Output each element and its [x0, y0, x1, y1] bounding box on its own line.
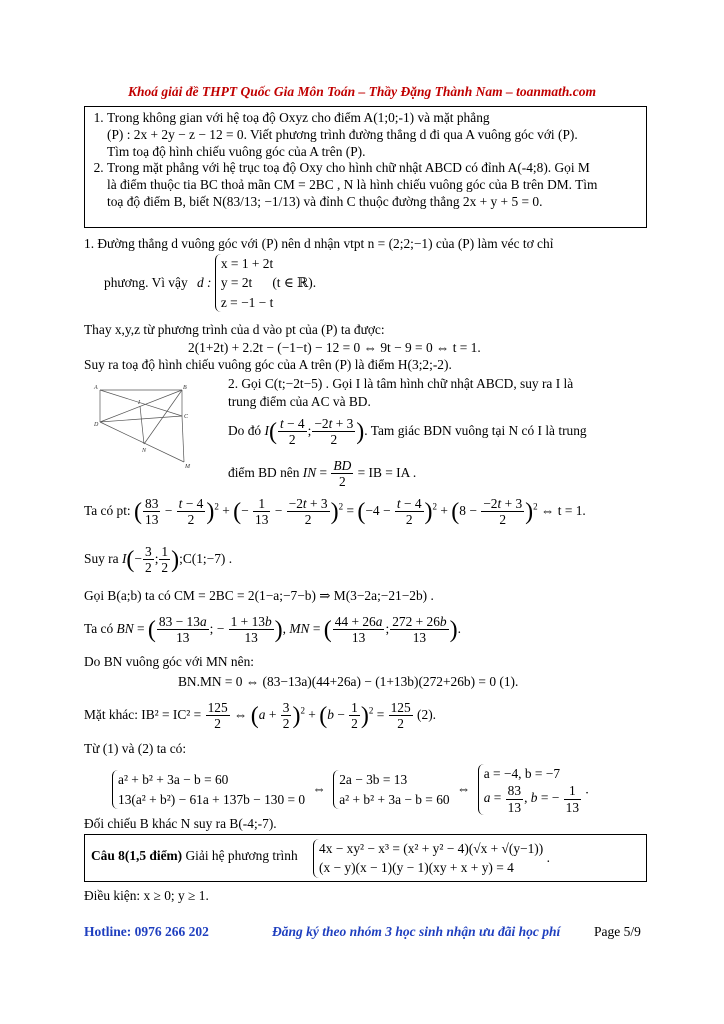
footer-promo: Đăng ký theo nhóm 3 học sinh nhận ưu đãi học phí [272, 924, 561, 939]
sol2-tamgiac: . Tam giác BDN vuông tại N có I là trung [364, 422, 587, 438]
sol2-c-point: ;C(1;−7) . [179, 550, 233, 566]
problem-1-line-2: (P) : 2x + 2y − z − 12 = 0. Viết phương trình đường thẳng d đi qua A vuông góc với (P). [107, 126, 578, 142]
rectangle-figure [92, 380, 202, 472]
sol2-s3-eq1: a = −4, b = −7 [483, 766, 561, 781]
sol2-pt-label: Ta có pt: [84, 502, 131, 518]
svg-text:B: B [183, 385, 187, 391]
sol1-line-5: Suy ra toạ độ hình chiếu vuông góc của A trên (P) là điểm H(3;2;-2). [84, 357, 452, 372]
q8-system [313, 839, 543, 878]
sol2-s1-eq1: a² + b² + 3a − b = 60 [118, 772, 229, 788]
sol2-s2-eq1: 2a − 3b = 13 [339, 772, 408, 788]
sol1-eq-y: y = 2t (t ∈ ℝ). [220, 275, 317, 291]
sol2-doda: Do đó [228, 422, 262, 438]
sol2-pt: Ta có pt: ( $\frac{83}{13}$ − $\frac{t - 4}{2}$ )$^2$ + (− $\frac{1}{13}$ − $\frac{-2t + 3}{2}$ )$^2$ = (−4 − $\frac{t - 4}{2}$ )$^2$ + (8 − $\frac{-2t + 3}{2}$ )$^2$ ⇔ t = 1. [84, 496, 586, 528]
sol2-doi-chieu: Đối chiếu B khác N suy ra B(-4;-7). [84, 816, 277, 831]
sol2-mat-khac: Mặt khác: IB² = IC² = $\frac{125}{2}$ ⇔ (a + $\frac{3}{2}$ )$^2$ + (b − $\frac{1}{2}$ )$^2$ = $\frac{125}{2}$ (2). [84, 700, 437, 732]
svg-text:D: D [94, 422, 99, 428]
problem-1-line-1: 1. Trong không gian với hệ toạ độ Oxyz cho điểm A(1;0;-1) và mặt phẳng [107, 110, 490, 125]
svg-text:M: M [185, 464, 190, 470]
problem-2 [107, 160, 640, 210]
sol1-line-1: 1. Đường thẳng d vuông góc với (P) nên d nhận vtpt n = (2;2;−1) của (P) làm véc tơ chỉ [84, 236, 554, 251]
sol2-do-bn: Do BN vuông góc với MN nên: [84, 654, 254, 669]
footer-page-number: Page 5/9 [594, 924, 641, 939]
footer-hotline: Hotline: 0976 266 202 [84, 924, 209, 939]
sol2-taco-label: Ta có [84, 620, 114, 636]
q8-eq2: (x − y)(x − 1)(y − 1)(xy + x + y) = 4 [319, 860, 514, 876]
q8-text: Giải hệ phương trình [185, 848, 298, 863]
sol1-line-4: 2(1+2t) + 2.2t − (−1−t) − 12 = 0 ⇔ 9t − 9 = 0 ⇔ t = 1. [188, 340, 481, 355]
sol1-eq-x: x = 1 + 2t [220, 256, 274, 271]
sol2-line-1: 2. Gọi C(t;−2t−5) . Gọi I là tâm hình chữ nhật ABCD, suy ra I là [228, 376, 574, 391]
dieu-kien: Điều kiện: x ≥ 0; y ≥ 1. [84, 888, 209, 903]
problem-2-line-2: là điểm thuộc tia BC thoả mãn CM = 2BC , N là hình chiếu vuông góc của B trên DM. Tìm [107, 177, 598, 192]
sol2-system-1 [112, 770, 305, 809]
sol2-diem: điểm BD nên [228, 464, 300, 480]
svg-text:C: C [184, 414, 189, 420]
sol1-system [215, 254, 316, 312]
sol2-line-3: Do đó I( $\frac{t - 4}{2}$ ; $\frac{-2t + 3}{2}$ ). Tam giác BDN vuông tại N có I là trung [228, 416, 587, 448]
sol1-line-3: Thay x,y,z từ phương trình của d vào pt của (P) ta được: [84, 322, 385, 337]
problem-2-line-3: toạ độ điểm B, biết N(83/13; −1/13) và đỉnh C thuộc đường thẳng 2x + y + 5 = 0. [107, 193, 543, 209]
sol2-s1-eq2: 13(a² + b²) − 61a + 137b − 130 = 0 [118, 791, 306, 807]
sol2-dot-product: BN.MN = 0 ⇔ (83−13a)(44+26a) − (1+13b)(272+26b) = 0 (1). [178, 674, 519, 689]
q8-label: Câu 8(1,5 điểm) [91, 848, 183, 863]
sol2-suy: Suy ra I(− $\frac{3}{2}$ ; $\frac{1}{2}$ );C(1;−7) . [84, 544, 233, 576]
sol1-param-block: phương. Vì vậy d : x = 1 + 2t y = 2t (t ∈ ℝ). z = −1 − t [104, 254, 316, 312]
svg-text:A: A [94, 385, 98, 391]
sol2-line-4: điểm BD nên IN = $\frac{BD}{2}$ = IB = IA . [228, 458, 417, 490]
sol2-in-eq: = IB = IA . [357, 464, 417, 480]
sol2-tu: Từ (1) và (2) ta có: [84, 741, 187, 756]
sol2-systems: a² + b² + 3a − b = 60 13(a² + b²) − 61a + 137b − 130 = 0 ⇔ 2a − 3b = 13 a² + b² + 3a − b = 60 ⇔ a = −4, b = −7 a = $\frac{83}{13}$ , b = − $\frac{1}{13}$ . [112, 764, 589, 815]
svg-text:N: N [142, 448, 147, 454]
problem-1 [107, 110, 640, 160]
sol1-phuong: phương. Vì vậy [104, 274, 188, 290]
sol1-eq-z: z = −1 − t [220, 294, 274, 310]
sol2-eq2-tag: (2). [417, 706, 437, 722]
problem-box [84, 106, 647, 228]
question-8-box: Câu 8(1,5 điểm) Giải hệ phương trình 4x − xy² − x³ = (x² + y² − 4)(√x + √(y−1)) (x − y)(x − 1)(y − 1)(xy + x + y) = 4 . [84, 834, 647, 882]
sol2-system-3: a = −4, b = −7 a = $\frac{83}{13}$ , b = − $\frac{1}{13}$ [478, 764, 582, 815]
svg-text:I: I [138, 400, 140, 406]
sol2-suy-label: Suy ra [84, 550, 119, 566]
sol2-line-2: trung điểm của AC và BD. [228, 394, 371, 409]
problem-2-line-1: 2. Trong mặt phẳng với hệ trục toạ độ Oxy cho hình chữ nhật ABCD có đỉnh A(-4;8). Gọi M [107, 160, 590, 176]
sol2-system-2 [333, 770, 449, 809]
sol2-taco: Ta có BN = ( $\frac{83 - 13a}{13}$ ; − $\frac{1 + 13b}{13}$ ), MN = ( $\frac{44 + 26a}{13}$ ; $\frac{272 + 26b}{13}$ ). [84, 614, 461, 646]
sol2-mat-label: Mặt khác: IB² = IC² = [84, 706, 202, 722]
sol2-s2-eq2: a² + b² + 3a − b = 60 [339, 791, 450, 807]
sol2-goi: Gọi B(a;b) ta có CM = 2BC = 2(1−a;−7−b) ⇒ M(3−2a;−21−2b) . [84, 588, 434, 603]
q8-eq1: 4x − xy² − x³ = (x² + y² − 4)(√x + √(y−1)) [319, 841, 544, 856]
problem-1-line-3: Tìm toạ độ hình chiếu vuông góc của A trên (P). [107, 143, 366, 159]
page-header: Khoá giải đề THPT Quốc Gia Môn Toán – Thầy Đặng Thành Nam – toanmath.com [128, 84, 596, 99]
sol2-pt-result: ⇔ t = 1. [541, 502, 586, 518]
